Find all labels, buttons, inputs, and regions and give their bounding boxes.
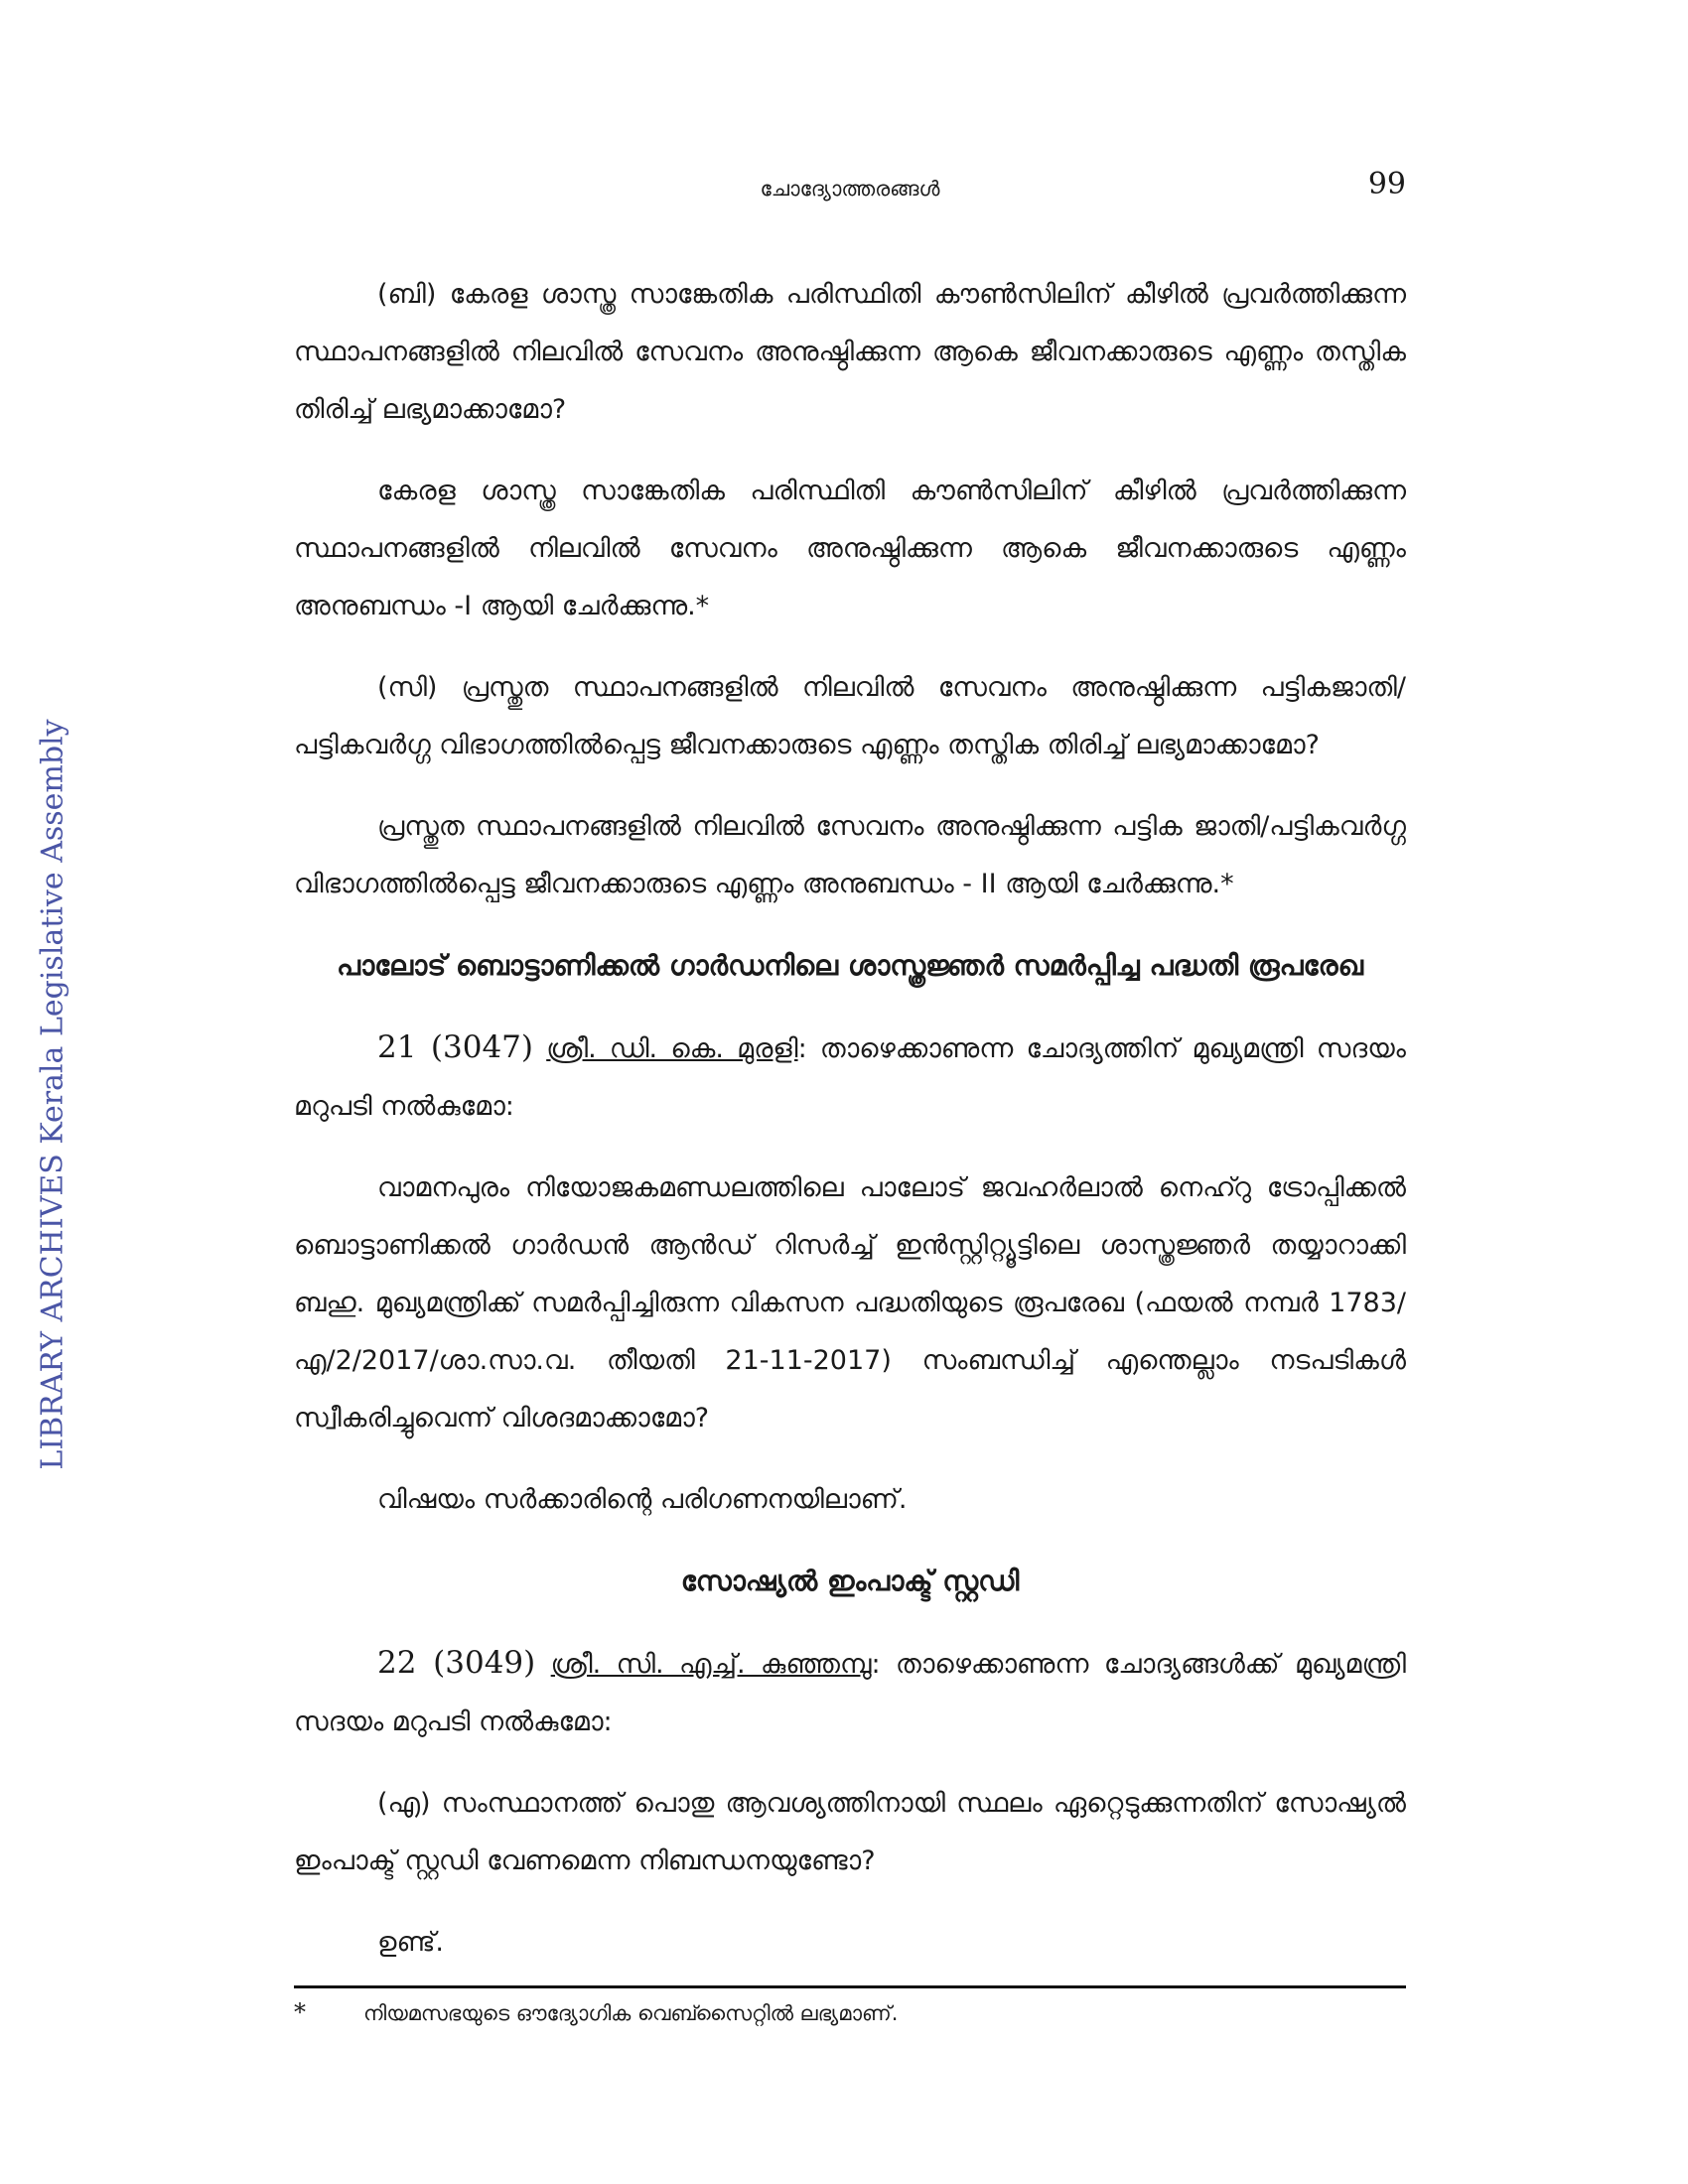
footnote (294, 1998, 1406, 2026)
member-name-21: ശ്രീ. ഡി. കെ. മുരളി (546, 1033, 798, 1064)
member-name-22: ശ്രീ. സി. എച്ച്. കുഞ്ഞമ്പു (550, 1649, 872, 1680)
question-number-21: 21 (3047) (377, 1029, 533, 1065)
section-title-22: സോഷ്യൽ ഇംപാക്ട് സ്റ്റഡി (680, 1565, 1020, 1597)
answer-c: പ്രസ്തുത സ്ഥാപനങ്ങളിൽ നിലവിൽ സേവനം അനുഷ്ഠിക്കുന്ന പട്ടിക ജാതി/പട്ടികവർഗ്ഗ വിഭാഗത്തിൽപ്പെട്ട ജീവനക്കാരുടെ എണ്ണം അനുബന്ധം - II ആയി ചേർക്കുന്നു.* (294, 811, 1406, 899)
question-21-intro (294, 1019, 1406, 1136)
question-b: (ബി) കേരള ശാസ്ത്ര സാങ്കേതിക പരിസ്ഥിതി കൗൺസിലിന് കീഴിൽ പ്രവർത്തിക്കുന്ന സ്ഥാപനങ്ങളിൽ നിലവിൽ സേവനം അനുഷ്ഠിക്കുന്ന ആകെ ജീവനക്കാരുടെ എണ്ണം തസ്തിക തിരിച്ച് ലഭ്യമാക്കാമോ? (294, 279, 1406, 425)
footnote-mark: * (294, 1998, 306, 2026)
running-title: ചോദ്യോത്തരങ്ങൾ (760, 177, 940, 201)
answer-21: വിഷയം സർക്കാരിന്റെ പരിഗണനയിലാണ്. (377, 1484, 908, 1515)
watermark-text: LIBRARY ARCHIVES Kerala Legislative Assembly (35, 718, 70, 1470)
question-c: (സി) പ്രസ്തുത സ്ഥാപനങ്ങളിൽ നിലവിൽ സേവനം അനുഷ്ഠിക്കുന്ന പട്ടികജാതി/പട്ടികവർഗ്ഗ വിഭാഗത്തിൽപ്പെട്ട ജീവനക്കാരുടെ എണ്ണം തസ്തിക തിരിച്ച് ലഭ്യമാക്കാമോ? (294, 672, 1406, 760)
question-21-intro-text: : താഴെക്കാണുന്ന ചോദ്യത്തിന് മുഖ്യമന്ത്രി സദയം മറുപടി നൽകുമോ: (294, 1033, 1406, 1122)
question-22-intro (294, 1634, 1406, 1751)
answer-b: കേരള ശാസ്ത്ര സാങ്കേതിക പരിസ്ഥിതി കൗൺസിലിന് കീഴിൽ പ്രവർത്തിക്കുന്ന സ്ഥാപനങ്ങളിൽ നിലവിൽ സേവനം അനുഷ്ഠിക്കുന്ന ആകെ ജീവനക്കാരുടെ എണ്ണം അനുബന്ധം -I ആയി ചേർക്കുന്നു.* (294, 476, 1406, 621)
page-header (294, 167, 1406, 210)
page-body (294, 266, 1406, 1972)
question-21: വാമനപുരം നിയോജകമണ്ഡലത്തിലെ പാലോട് ജവഹർലാൽ നെഹ്റു ട്രോപ്പിക്കൽ ബൊട്ടാണിക്കൽ ഗാർഡൻ ആൻഡ് റിസർച്ച് ഇൻസ്റ്റിറ്റ്യൂട്ടിലെ ശാസ്ത്രജ്ഞർ തയ്യാറാക്കി ബഹു. മുഖ്യമന്ത്രിക്ക് സമർപ്പിച്ചിരുന്ന വികസന പദ്ധതിയുടെ രൂപരേഖ (ഫയൽ നമ്പർ 1783/എ/2/2017/ശാ.സാ.വ. തീയതി 21-11-2017) സംബന്ധിച്ച് എന്തെല്ലാം നടപടികൾ സ്വീകരിച്ചുവെന്ന് വിശദമാക്കാമോ? (294, 1172, 1406, 1433)
archive-watermark (22, 718, 83, 1470)
question-number-22: 22 (3049) (377, 1645, 536, 1681)
question-22-a: (എ) സംസ്ഥാനത്ത് പൊതു ആവശ്യത്തിനായി സ്ഥലം ഏറ്റെടുക്കുന്നതിന് സോഷ്യൽ ഇംപാക്ട് സ്റ്റഡി വേണമെന്ന നിബന്ധനയുണ്ടോ? (294, 1788, 1406, 1876)
question-22-intro-text: : താഴെക്കാണുന്ന ചോദ്യങ്ങൾക്ക് മുഖ്യമന്ത്രി സദയം മറുപടി നൽകുമോ: (294, 1649, 1406, 1737)
footnote-divider (294, 1985, 1406, 1988)
footnote-text: നിയമസഭയുടെ ഔദ്യോഗിക വെബ്സൈറ്റിൽ ലഭ്യമാണ്. (363, 2001, 899, 2025)
answer-22-a: ഉണ്ട്. (377, 1927, 445, 1958)
page-number: 99 (1367, 167, 1406, 202)
section-title-21: പാലോട് ബൊട്ടാണിക്കൽ ഗാർഡനിലെ ശാസ്ത്രജ്ഞർ സമർപ്പിച്ച പദ്ധതി രൂപരേഖ (337, 949, 1363, 982)
